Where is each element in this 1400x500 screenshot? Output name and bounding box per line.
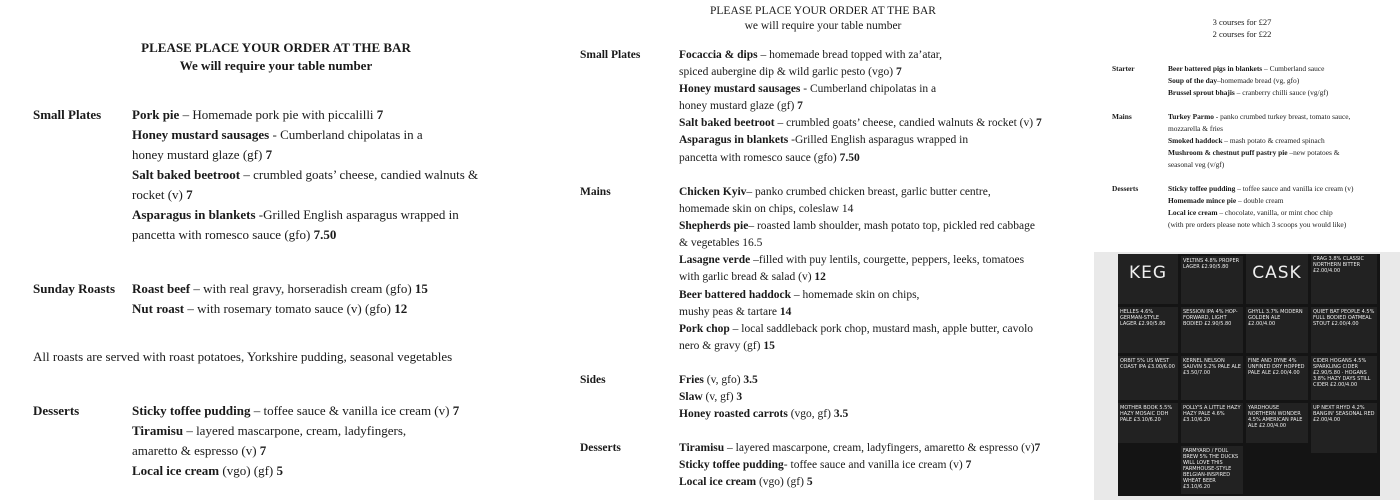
menu-item-line bbox=[679, 406, 848, 423]
menu-item-line bbox=[679, 235, 1035, 252]
chalk-panel bbox=[1181, 256, 1243, 304]
menu-section bbox=[1112, 111, 1350, 171]
menu-item-line bbox=[1168, 63, 1328, 75]
item-description: (vgo) (gf) bbox=[219, 463, 277, 478]
item-price: 12 bbox=[394, 301, 408, 316]
menu-item-line bbox=[679, 201, 1035, 218]
item-price: 12 bbox=[814, 271, 826, 284]
item-description: pancetta with romesco sauce (gfo) bbox=[679, 151, 840, 164]
chalk-text: SESSION IPA 4% HOP-FORWARD, LIGHT BODIED £2.90/5.80 bbox=[1183, 309, 1238, 327]
item-name: Homemade mince pie bbox=[1168, 196, 1237, 205]
menu-item-line bbox=[679, 252, 1035, 269]
item-description: – with real gravy, horseradish cream (gfo) bbox=[190, 281, 415, 296]
menu-item-line bbox=[1168, 75, 1328, 87]
item-description: – toffee sauce and vanilla ice cream (v) bbox=[1235, 184, 1354, 193]
chalk-panel bbox=[1181, 446, 1243, 494]
chalk-text: UP NEXT RHYD 4.2% BANGIN' SEASONAL RED £2.00/4.00 bbox=[1313, 405, 1375, 423]
section-label: Small Plates bbox=[33, 107, 102, 122]
price-line: 2 courses for £22 bbox=[1212, 29, 1272, 39]
item-description: –homemade bread (vg, gfo) bbox=[1217, 76, 1300, 85]
section-label: Mains bbox=[580, 186, 611, 198]
item-name: Sticky toffee pudding bbox=[132, 403, 251, 418]
chalk-text: GHYLL 3.7% MODERN GOLDEN ALE £2.00/4.00 bbox=[1248, 309, 1303, 327]
item-price: 7.50 bbox=[839, 151, 860, 164]
menu-item-line bbox=[679, 474, 1040, 491]
chalk-panel bbox=[1118, 356, 1178, 400]
item-name: Brussel sprout bhajis bbox=[1168, 88, 1235, 97]
item-name: Beer battered pigs in blankets bbox=[1168, 64, 1263, 73]
menu-item-line bbox=[132, 279, 428, 299]
menu-item-line bbox=[679, 440, 1040, 457]
menu-section bbox=[580, 372, 848, 423]
item-price: 7.50 bbox=[313, 227, 337, 242]
item-name: Soup of the day bbox=[1168, 76, 1218, 85]
section-label: Desserts bbox=[33, 403, 80, 418]
chalk-text: CIDER HOGANS 4.5% SPARKLING CIDER £2.90/5.80 · HOGANS 3.8% HAZY DAYS STILL CIDER £2.00/4.00 bbox=[1313, 358, 1371, 388]
item-name: Local ice cream bbox=[679, 476, 757, 489]
chalk-panel bbox=[1246, 254, 1308, 304]
item-name: Asparagus in blankets bbox=[679, 134, 789, 147]
menu-item-line bbox=[679, 115, 1042, 132]
item-name: Slaw bbox=[679, 391, 703, 404]
set-menu bbox=[1094, 0, 1400, 250]
item-description: –new potatoes & bbox=[1287, 148, 1340, 157]
menu-item-line bbox=[679, 98, 1042, 115]
menu-item-line bbox=[132, 299, 428, 319]
item-description: mushy peas & tartare bbox=[679, 305, 780, 318]
item-name: Pork chop bbox=[679, 322, 730, 335]
item-description: – crumbled goats’ cheese, candied walnuts & rocket (v) bbox=[774, 117, 1036, 130]
item-name: Turkey Parmo bbox=[1168, 112, 1214, 121]
menu-item-line bbox=[679, 389, 848, 406]
menu-item-line bbox=[1168, 87, 1328, 99]
item-description: –filled with puy lentils, courgette, peppers, leeks, tomatoes bbox=[750, 254, 1025, 267]
item-price: 7 bbox=[895, 66, 902, 79]
item-description: – cranberry chilli sauce (vg/gf) bbox=[1234, 88, 1329, 97]
menu-item-line bbox=[132, 441, 459, 461]
chalk-panel bbox=[1311, 403, 1377, 453]
menu-item-line bbox=[679, 287, 1035, 304]
chalk-text: POLLY'S A LITTLE HAZY HAZY PALE 4.6% £3.10/6.20 bbox=[1183, 405, 1241, 423]
item-name: Pork pie bbox=[132, 107, 180, 122]
item-description: honey mustard glaze (gf) bbox=[132, 147, 266, 162]
item-price: 3 bbox=[736, 391, 743, 404]
item-name: Tiramisu bbox=[679, 442, 725, 454]
menu-item-line bbox=[132, 125, 478, 145]
item-description: nero & gravy (gf) bbox=[679, 339, 764, 352]
item-description: – Cumberland sauce bbox=[1262, 64, 1325, 73]
menu-item-line bbox=[679, 150, 1042, 167]
item-description: – chocolate, vanilla, or mint choc chip bbox=[1217, 208, 1333, 217]
item-name: Honey roasted carrots bbox=[679, 408, 788, 421]
menu-header bbox=[1084, 16, 1400, 40]
menu-item-line bbox=[679, 184, 1035, 201]
item-name: Salt baked beetroot bbox=[679, 117, 775, 130]
menu-item-line bbox=[679, 372, 848, 389]
chalk-text: FARMYARD / FOUL BREW 5% THE DUCKS WILL LOVE THIS FARMHOUSE-STYLE BELGIAN-INSPIRED WHEAT BEER £3.10/6.20 bbox=[1183, 448, 1239, 490]
item-description: – roasted lamb shoulder, mash potato top, pickled red cabbage bbox=[748, 220, 1035, 233]
menu-item-line bbox=[1168, 135, 1350, 147]
item-description: (vgo) (gf) bbox=[756, 476, 807, 489]
menu-header bbox=[0, 39, 552, 75]
item-name: Local ice cream bbox=[132, 463, 220, 478]
item-description: amaretto & espresso (v) bbox=[132, 443, 260, 458]
item-price: 5 bbox=[806, 476, 813, 489]
menu-item-line bbox=[132, 205, 478, 225]
item-description: - Cumberland chipolatas in a bbox=[800, 83, 937, 96]
item-price: 15 bbox=[414, 281, 428, 296]
menu-item-line bbox=[679, 338, 1035, 355]
section-label: Desserts bbox=[580, 442, 621, 454]
chalk-text: QUIET BAT PEOPLE 4.5% FULL BODIED OATMEAL STOUT £2.00/4.00 bbox=[1313, 309, 1375, 327]
chalk-panel bbox=[1246, 356, 1308, 400]
item-name: Shepherds pie bbox=[679, 220, 749, 233]
item-description: mozzarella & fries bbox=[1168, 124, 1223, 133]
left-menu bbox=[0, 0, 552, 500]
item-description: rocket (v) bbox=[132, 187, 187, 202]
item-description: – crumbled goats’ cheese, candied walnuts & bbox=[240, 167, 479, 182]
item-description: - panko crumbed turkey breast, tomato sauce, bbox=[1213, 112, 1351, 121]
chalk-text: YARDHOUSE NORTHERN WONDER 4.5% AMERICAN PALE ALE £2.00/4.00 bbox=[1248, 405, 1303, 429]
item-description: & vegetables 16.5 bbox=[679, 237, 763, 250]
menu-item-line bbox=[1168, 195, 1353, 207]
menu-item-line bbox=[132, 461, 459, 481]
menu-item-line bbox=[679, 64, 1042, 81]
item-description: with garlic bread & salad (v) bbox=[679, 271, 815, 284]
section-label: Mains bbox=[1112, 112, 1132, 121]
menu-header bbox=[558, 4, 1088, 34]
menu-item-line bbox=[132, 185, 478, 205]
item-description: – local saddleback pork chop, mustard mash, apple butter, cavolo bbox=[729, 322, 1034, 335]
item-price: 7 bbox=[1035, 117, 1042, 130]
item-description: - Cumberland chipolatas in a bbox=[269, 127, 423, 142]
header-line: we will require your table number bbox=[744, 20, 902, 32]
menu-item-line bbox=[679, 132, 1042, 149]
item-description: – double cream bbox=[1236, 196, 1284, 205]
item-price: 7 bbox=[186, 187, 193, 202]
chalk-panel bbox=[1118, 403, 1178, 443]
chalkboard-photo bbox=[1094, 252, 1400, 500]
item-price: 7 bbox=[376, 107, 384, 122]
chalk-panel bbox=[1311, 254, 1377, 304]
menu-item-line bbox=[679, 47, 1042, 64]
section-label: Small Plates bbox=[580, 49, 641, 61]
item-description: pancetta with romesco sauce (gfo) bbox=[132, 227, 314, 242]
item-name: Chicken Kyiv bbox=[679, 186, 747, 198]
item-price: 7 bbox=[265, 147, 273, 162]
item-price: 15 bbox=[763, 339, 775, 352]
menu-item-line bbox=[679, 218, 1035, 235]
item-name: Tiramisu bbox=[132, 423, 184, 438]
menu-item-line bbox=[132, 165, 478, 185]
header-line: We will require your table number bbox=[179, 58, 373, 73]
item-name: Beer battered haddock bbox=[679, 288, 792, 301]
item-description: – homemade skin on chips, bbox=[791, 288, 920, 301]
item-name: Lasagne verde bbox=[679, 254, 751, 267]
item-description: honey mustard glaze (gf) bbox=[679, 100, 798, 113]
item-price: 7 bbox=[259, 443, 267, 458]
menu-section bbox=[33, 401, 459, 481]
item-description: (v, gfo) bbox=[703, 374, 744, 386]
middle-menu bbox=[558, 0, 1088, 500]
item-description: -Grilled English asparagus wrapped in bbox=[788, 134, 969, 147]
section-label: Desserts bbox=[1112, 184, 1139, 193]
header-line: PLEASE PLACE YOUR ORDER AT THE BAR bbox=[141, 40, 411, 55]
item-description: – mash potato & creamed spinach bbox=[1222, 136, 1325, 145]
menu-item-line bbox=[679, 81, 1042, 98]
item-name: Honey mustard sausages bbox=[132, 127, 270, 142]
item-description: – layered mascarpone, cream, ladyfingers, amaretto & espresso (v) bbox=[724, 442, 1035, 454]
item-name: Nut roast bbox=[132, 301, 185, 316]
chalk-panel bbox=[1118, 254, 1178, 304]
item-description: homemade skin on chips, coleslaw 14 bbox=[679, 203, 854, 216]
item-name: Mushroom & chestnut puff pastry pie bbox=[1168, 148, 1288, 157]
menu-item-line bbox=[679, 321, 1035, 338]
item-name: Salt baked beetroot bbox=[132, 167, 241, 182]
menu-item-line bbox=[132, 105, 478, 125]
chalk-panel bbox=[1246, 307, 1308, 353]
item-name: Focaccia & dips bbox=[679, 49, 758, 61]
menu-item-line bbox=[132, 225, 478, 245]
menu-item-line bbox=[132, 145, 478, 165]
menu-section bbox=[580, 184, 1035, 355]
menu-item-line bbox=[1168, 123, 1350, 135]
chalk-panel bbox=[1181, 403, 1243, 443]
item-price: 5 bbox=[276, 463, 284, 478]
menu-item-line bbox=[132, 401, 459, 421]
chalk-text: VELTINS 4.8% PROPER LAGER £2.90/5.80 bbox=[1183, 258, 1240, 270]
price-line: 3 courses for £27 bbox=[1212, 17, 1272, 27]
chalk-text: FINE AND DYNE 4% UNFINED DRY HOPPED PALE ALE £2.00/4.00 bbox=[1248, 358, 1305, 376]
item-name: Roast beef bbox=[132, 281, 191, 296]
section-label: Sides bbox=[580, 374, 606, 386]
menu-section bbox=[580, 47, 1042, 167]
item-name: Asparagus in blankets bbox=[132, 207, 256, 222]
item-description: (with pre orders please note which 3 scoops you would like) bbox=[1168, 220, 1347, 229]
chalk-text: CRAG 3.8% CLASSIC NORTHERN BITTER £2.00/4.00 bbox=[1313, 256, 1364, 274]
item-description: – homemade bread topped with za’atar, bbox=[757, 49, 942, 61]
item-price: 14 bbox=[779, 305, 792, 318]
item-price: 7 bbox=[965, 459, 972, 472]
chalk-panel bbox=[1118, 307, 1178, 353]
menu-section bbox=[33, 105, 478, 245]
item-price: 7 bbox=[452, 403, 460, 418]
chalk-text: MOTHER BOOK 5.5% HAZY MOSAIC DDH PALE £3.10/6.20 bbox=[1120, 405, 1173, 423]
item-name: Local ice cream bbox=[1168, 208, 1218, 217]
item-description: – with rosemary tomato sauce (v) (gfo) bbox=[184, 301, 395, 316]
item-description: - toffee sauce and vanilla ice cream (v) bbox=[783, 459, 966, 472]
item-name: Honey mustard sausages bbox=[679, 83, 801, 96]
item-description: (vgo, gf) bbox=[787, 408, 834, 421]
item-name: Smoked haddock bbox=[1168, 136, 1223, 145]
menu-section bbox=[33, 279, 428, 319]
chalk-text: HELLES 4.6% GERMAN-STYLE LAGER £2.90/5.80 bbox=[1120, 309, 1166, 327]
item-name: Sticky toffee pudding bbox=[1168, 184, 1236, 193]
item-description: – toffee sauce & vanilla ice cream (v) bbox=[250, 403, 453, 418]
item-description: (v, gf) bbox=[702, 391, 737, 404]
item-price: 7 bbox=[797, 100, 803, 113]
section-label: Starter bbox=[1112, 64, 1135, 73]
menu-item-line bbox=[132, 421, 459, 441]
item-description: – layered mascarpone, cream, ladyfingers, bbox=[183, 423, 407, 438]
chalkboard bbox=[1118, 254, 1380, 496]
menu-section bbox=[1112, 63, 1328, 99]
item-description: seasonal veg (v/gf) bbox=[1168, 160, 1225, 169]
item-description: – panko crumbed chicken breast, garlic butter centre, bbox=[746, 186, 991, 198]
menu-item-line bbox=[1168, 207, 1353, 219]
chalk-text: KERNEL NELSON SAUVIN 5.2% PALE ALE £3.50/7.00 bbox=[1183, 358, 1241, 376]
roast-note: All roasts are served with roast potatoes, Yorkshire pudding, seasonal vegetables bbox=[33, 349, 453, 364]
item-description: – Homemade pork pie with piccalilli bbox=[179, 107, 377, 122]
item-description: -Grilled English asparagus wrapped in bbox=[255, 207, 459, 222]
item-price: 3.5 bbox=[833, 408, 849, 421]
menu-section bbox=[1112, 183, 1353, 231]
chalk-panel bbox=[1181, 356, 1243, 400]
item-description: spiced aubergine dip & wild garlic pesto (vgo) bbox=[679, 66, 896, 79]
chalk-panel bbox=[1181, 307, 1243, 353]
menu-item-line bbox=[679, 269, 1035, 286]
menu-item-line bbox=[1168, 111, 1350, 123]
chalk-text: CASK bbox=[1252, 263, 1302, 283]
menu-item-line bbox=[1168, 147, 1350, 159]
menu-item-line bbox=[1168, 159, 1350, 171]
chalk-text: ORBIT 5% US WEST COAST IPA £3.00/6.00 bbox=[1120, 358, 1175, 370]
menu-item-line bbox=[679, 457, 1040, 474]
chalk-panel bbox=[1246, 403, 1308, 443]
header-line: PLEASE PLACE YOUR ORDER AT THE BAR bbox=[710, 5, 936, 17]
menu-item-line bbox=[679, 304, 1035, 321]
chalk-panel bbox=[1311, 356, 1377, 400]
section-label: Sunday Roasts bbox=[33, 281, 116, 296]
chalk-text: KEG bbox=[1128, 263, 1168, 283]
item-name: Sticky toffee pudding bbox=[679, 459, 784, 472]
menu-section bbox=[580, 440, 1040, 491]
item-price: 3.5 bbox=[743, 374, 758, 386]
menu-item-line bbox=[1168, 183, 1353, 195]
menu-item-line bbox=[1168, 219, 1353, 231]
item-name: Fries bbox=[679, 374, 704, 386]
item-price: 7 bbox=[1034, 442, 1041, 454]
chalk-panel bbox=[1311, 307, 1377, 353]
